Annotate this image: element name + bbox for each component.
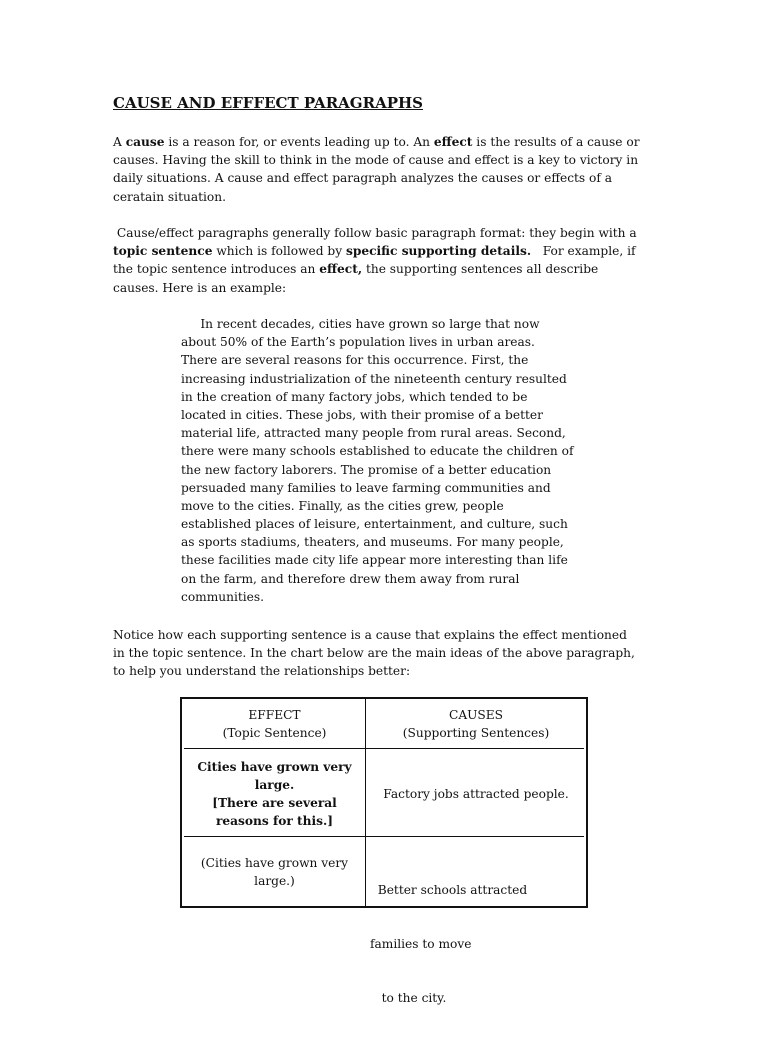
example-line: persuaded many families to leave farming communities and [181, 480, 551, 495]
header-causes-label: CAUSES [449, 708, 503, 722]
row2-effect-cell [184, 854, 365, 890]
row1-effect-line: Cities have grown very [197, 760, 352, 774]
example-line: established places of leisure, entertainment, and culture, such [181, 517, 568, 532]
row1-effect-line: [There are several [212, 796, 337, 810]
format-line-2: topic sentence which is followed by specific supporting details. For example, if [113, 244, 636, 259]
format-line-4: causes. Here is an example: [113, 280, 287, 295]
intro-paragraph [113, 133, 673, 206]
row1-effect-cell [184, 758, 365, 830]
example-line: move to the cities. Finally, as the cities grew, people [181, 498, 504, 513]
row2-effect-line: (Cities have grown very [200, 856, 349, 870]
format-paragraph [113, 224, 673, 297]
format-line-3: the topic sentence introduces an effect, the supporting sentences all describe [113, 262, 599, 277]
row1-effect-line: reasons for this.] [215, 814, 334, 828]
table-row-divider [184, 748, 584, 749]
example-line: there were many schools established to educate the children of [181, 444, 574, 459]
row2-cause-line: families to move [370, 937, 472, 951]
example-line: increasing industrialization of the nineteenth century resulted [181, 371, 567, 386]
example-line: these facilities made city life appear more interesting than life [181, 553, 568, 568]
example-line: about 50% of the Earth’s population lives in urban areas. [181, 335, 535, 350]
row1-cause-text: Factory jobs attracted people. [383, 787, 569, 801]
notice-paragraph [113, 626, 673, 681]
header-effect-cell [184, 706, 365, 742]
row1-cause-cell [366, 785, 586, 803]
row1-effect-line: large. [254, 778, 295, 792]
notice-line: Notice how each supporting sentence is a cause that explains the effect mentioned [113, 628, 627, 642]
cause-effect-table [180, 697, 588, 1005]
header-effect-label: EFFECT [248, 708, 301, 722]
intro-line-2: causes. Having the skill to think in the mode of cause and effect is a key to victory in [113, 153, 639, 168]
example-line: on the farm, and therefore drew them away from rural [181, 571, 520, 586]
notice-line: to help you understand the relationships better: [113, 664, 411, 679]
intro-line-3: daily situations. A cause and effect paragraph analyzes the causes or effects of a [113, 171, 613, 186]
example-line: as sports stadiums, theaters, and museums. For many people, [181, 535, 564, 550]
example-line: There are several reasons for this occurrence. First, the [181, 353, 529, 368]
example-line: material life, attracted many people from rural areas. Second, [181, 426, 566, 441]
example-line: in the creation of many factory jobs, which tended to be [181, 389, 528, 404]
example-line: communities. [181, 589, 265, 604]
notice-line: in the topic sentence. In the chart below are the main ideas of the above paragraph, [113, 646, 635, 661]
example-line: the new factory laborers. The promise of a better education [181, 462, 552, 477]
row2-effect-line: large.) [254, 874, 295, 888]
format-line-1: Cause/effect paragraphs generally follow basic paragraph format: they begin with a [113, 226, 637, 240]
intro-line-4: ceratain situation. [113, 189, 226, 204]
row2-cause-cell [370, 845, 585, 1043]
page-title: CAUSE AND EFFFECT PARAGRAPHS [113, 94, 423, 112]
example-line: located in cities. These jobs, with their promise of a better [181, 407, 543, 422]
header-causes-sublabel: (Supporting Sentences) [402, 726, 550, 740]
header-effect-sublabel: (Topic Sentence) [222, 726, 327, 740]
row2-cause-line: Better schools attracted [370, 883, 528, 897]
row2-cause-line: to the city. [370, 991, 447, 1005]
intro-line-1: A cause is a reason for, or events leading up to. An effect is the results of a cause or [113, 135, 640, 149]
example-paragraph [181, 315, 611, 606]
table-row-divider [184, 836, 584, 837]
header-causes-cell [366, 706, 586, 742]
example-line: In recent decades, cities have grown so large that now [181, 317, 540, 331]
